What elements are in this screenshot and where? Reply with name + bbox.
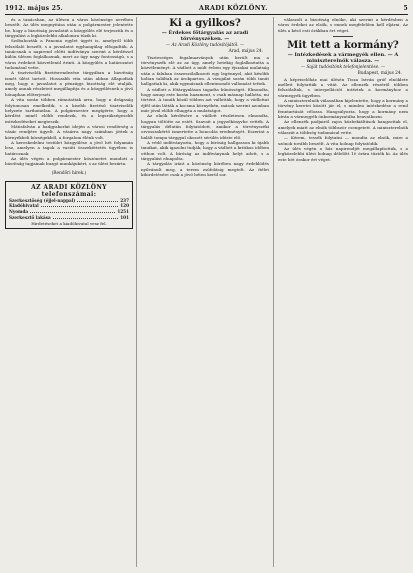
header-page-number: 5 [403,4,408,12]
article-paragraph: A kereskedelmi testület közgyűlése a jövő hét folyamán lesz, amelyen a tagok a vasúti összeköttetés ügyében is határoznak. [5,139,133,156]
article-paragraph: Az ülés végén a ház napirendjét megállapították, s a legközelebbi ülést holnap délelőtt 10 órára tűzték ki. Az ülés este hét órakor ért véget. [278,146,408,162]
article-paragraph: Mátisfalván a hadgyakorlat idején a városi rendőrség a vásár rendjére ügyelt. A vásárra nagy számban jöttek a környékbeli községekből, a forgalom élénk volt. [5,123,133,140]
telephone-box-footer: Hirdetéseket a kiadóhivatal vesz fel. [31,221,107,227]
column-divider [136,17,137,567]
article-paragraph: válaszolt a bizottság elnöke, aki szerint a kérdésben a város érdekei az elsők, s ennek megfelelően kell eljárni. Az ülés a késő esti órákban ért véget. [278,17,408,33]
article-paragraph: Az elnök kérdésére a vádlott részletesen elmondta, hogyan töltötte az estét. Szavait a jegyzőkönyvbe vették. A tárgyalás délután folytatódott, amikor a törvényszéki orvosszakértő ismertette a boncolás eredményét. Eszerint a halált tompa tárggyal okozott sérülés idézte elő. [141,113,269,140]
article-separator [333,36,353,37]
page-header [5,3,408,13]
column-divider [273,17,274,567]
telephone-number: 1251 [117,208,129,214]
article-paragraph: A vádlott a főtárgyaláson tagadta bűnösségét. Elmondta, hogy aznap este korán hazament, s csak másnap hallotta, mi történt. A tanúk közül többen azt vallották, hogy a vádlottat éjfél után látták a kocsma környékén, mások szerint azonban már jóval előbb elhagyta a mulatságot. [141,86,269,113]
article-paragraph: Szóbahozták a Panonia egylet ügyét is, amelyről több felszólaló beszélt, s a javaslatot egyhangúlag elfogadták. A tanácsnak a napirend előtti indítványa szerint a kérdéssel külön ülésen foglalkoznak, mert az ügy nagy fontosságú, s a város érdekeit közvetlenül érinti. A közgyűlés a határozatot tudomásul vette. [5,38,133,71]
telephone-box-title: AZ ARADI KÖZLÖNY telefonszámai: [31,183,107,198]
column-1 [5,17,133,567]
telephone-row [9,215,129,221]
article-paragraph: A képviselőház mai ülésén Tisza István gróf elnöklete mellett folytatták a vitát. Az ellenzék részéről többen felszólaltak, s interpellációt intéztek a kormányhoz a vármegyék ügyében. [278,76,408,98]
telephone-label: Szerkesztőség (éjjel-nappal) [9,197,76,203]
article-paragraph: A védő indítványozta, hogy a bíróság hallgasson ki újabb tanúkat, akik igazolni tudják, hogy a vádlott a kritikus időben otthon volt. A bíróság az indítványnak helyt adott, s a tárgyalást elnapolta. [141,140,269,162]
article-byline: — Az Aradi Közlöny tudósítójától. — [165,43,245,48]
article-subheadline: — Érdekes főtárgyalás az aradi törvényszéken. — [161,30,249,42]
article-paragraph: A tisztviselők fizetésrendezése tárgyában a bizottság ismét ülést tartott. Hosszabb vita után abban állapodtak meg, hogy a javaslatot a pénzügyi bizottság elé utalják, amely annak részleteit megállapítja és a közgyűlésnek a jövő hónapban előterjeszti. [5,70,133,97]
article-dateline: Budapest, május 24. [357,71,402,77]
header-date: 1912. május 25. [5,4,64,12]
article-byline: — Saját tudósítónk telefonjelentése. — [300,65,386,71]
article-dateline: Arad, május 24. [228,49,263,54]
header-paper-title: ARADI KÖZLÖNY. [198,4,268,12]
article-paragraph: Tisztességes fogalmazványok után került ma a törvényszék elé az az ügy, amely hetekig foglalkoztatta a közvéleményt. A vádlott a múlt évben egy éjszakai mulatság után a faluban összeszólalkozott egy legénnyel, akit később holtan találtak az árokparton. A vizsgálat során több tanút hallgattak ki, akik egymásnak ellentmondó vallomást tettek. [141,54,269,87]
article-headline: Ki a gyilkos? [169,18,241,29]
article-paragraph: A tárgyalás iránt a közönség körében nagy érdeklődés nyilvánult meg, a terem zsúfolásig megtelt. Az ítélet kihirdetésére csak a jövő héten kerül sor. [141,161,269,178]
header-rule [5,14,408,15]
article-paragraph: Az ülés végén a polgármester köszönetet mondott a bizottság tagjainak buzgó munkájukért, s az ülést bezárta. [5,155,133,167]
telephone-number: 101 [120,214,129,220]
article-headline: Mit tett a kormány? [287,40,399,52]
article-paragraph: A vita során többen rámutattak arra, hogy a drágaság folytonosan emelkedik, s a kisebb fizetésű tisztviselők helyzete tarthatatlan. A polgármester megígérte, hogy a kérdést minél előbb rendezik, és a legszükségesebb intézkedéseket megteszik. [5,97,133,124]
telephone-number: 237 [120,197,129,203]
telephone-box [5,181,133,229]
article-paragraph: A miniszterelnök válaszában kijelentette, hogy a kormány a törvény keretei között jár el, s minden intézkedése a rend fenntartását célozza. Hangsúlyozta, hogy a kormány nem kíván a vármegyék önkormányzatába beavatkozni. [278,97,408,119]
telephone-label: Szerkesztő lakása [9,214,51,220]
article-subheadline: — Intézkedések a vármegyék ellen. — A miniszterelnök válasza. — [287,52,399,65]
telephone-label: Nyomda [9,208,29,214]
telephone-number: 120 [120,203,129,209]
article-paragraph: Az ellenzék padjairól zajos közbekiáltások hangzottak el, amelyek miatt az elnök többször csengetett. A miniszterelnök válaszát a többség tudomásul vette. [278,119,408,135]
telephone-label: Kiadóhivatal [9,203,39,209]
article-paragraph: és a tanácsban, az ülésen a város közönsége nevében beszélt. Az ülés megnyitása után a polgármester jelentette be, hogy a bizottság javaslatát a közgyűlés elé terjesztik és a tárgyalást a legközelebbi alkalomra tűzik ki. [5,17,133,39]
column-2 [141,17,269,567]
column-3 [278,17,408,567]
article-paragraph: — Kérem, tessék folytatni — mondta az elnök, mire a szónok tovább beszélt. A vita holnap folytatódik. [278,135,408,146]
section-note: (Rendőri hírek.) [51,170,87,176]
